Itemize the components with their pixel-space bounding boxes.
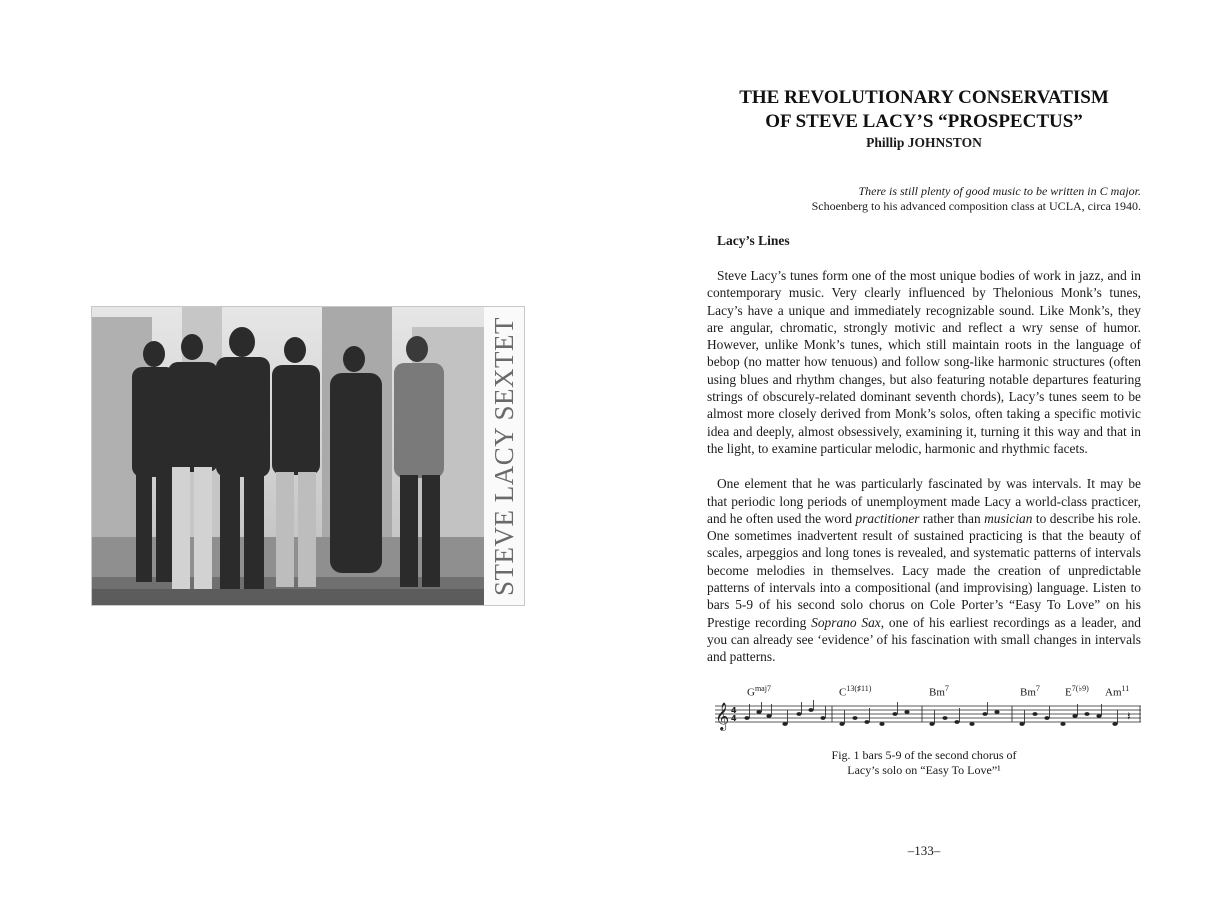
epigraph-attribution: Schoenberg to his advanced composition class at UCLA, circa 1940. [811,199,1141,213]
paragraph-2-text: One element that he was particularly fascinated by was intervals. It may be that periodic long periods of unemployment made Lacy a world-class practicer, and he often used the word [707,476,1141,526]
page-number: –133– [907,843,941,858]
italic-term: practitioner [855,510,920,526]
note-heads [744,708,1117,726]
chord-symbol: $C^{13(♯11)}$ [839,683,872,699]
chord-symbol: Bm$^7$ [1020,683,1040,699]
right-page [707,86,1141,778]
epigraph-quote: There is still plenty of good music to be written in C major. [858,184,1141,198]
photo-illustration [92,307,484,605]
treble-clef-icon: 𝄞 [715,701,730,730]
music-staff [707,698,1141,734]
article-title [707,86,1141,134]
svg-text:4: 4 [731,705,737,715]
svg-text:4: 4 [731,713,737,723]
chord-symbol: Bm$^7$ [929,683,949,699]
italic-term: musician [984,510,1033,526]
vertical-caption: STEVE LACY SEXTET [488,316,519,596]
section-heading: Lacy’s Lines [717,233,790,248]
vertical-caption-strip [484,307,524,605]
author-name: Phillip JOHNSTON [866,135,982,150]
paragraph-1: Steve Lacy’s tunes form one of the most unique bodies of work in jazz, and in contemporary music. Very clearly influenced by Thelonious Monk’s tunes, Lacy’s have a unique and immediately recognizable sound. Like Monk’s, they are angular, chromatic, strongly motivic and reflect a wry sense of humor. However, unlike Monk’s tunes, which still maintain roots in the language of bebop (no matter how tenuous) and follow song-like harmonic structures (often using blues and rhythm changes, but also featuring notable departures featuring strings of obscurely-related dominant seventh chords), Lacy’s tunes seem to be almost more closely derived from Monk’s solos, often taking a specific motivic idea and deeply, almost obsessively, examining it, turning it this way and that in the light, to examine particular melodic, harmonic and rhythmic facets. [707,268,1141,456]
chord-symbol: Am$^{11}$ [1105,683,1130,699]
music-score-figure [707,684,1141,734]
chord-symbol: $G^{maj7}$ [747,683,771,699]
photo-figure [91,306,525,606]
album-title: Soprano Sax [811,614,881,630]
title-line-2: OF STEVE LACY’S “PROSPECTUS” [765,111,1083,132]
group-photo [92,307,484,605]
paragraph-2-text: rather than [919,510,985,526]
figure-caption [707,748,1141,778]
quarter-rest-icon: 𝄽 [1127,708,1131,723]
paragraph-2 [707,475,1141,665]
figure-caption-line-2: Lacy’s solo on “Easy To Love”¹ [847,762,1001,777]
title-line-1: THE REVOLUTIONARY CONSERVATISM [739,87,1109,108]
figure-caption-line-1: Fig. 1 bars 5-9 of the second chorus of [831,747,1017,762]
paragraph-2-text: to describe his role. One sometimes inadvertent result of sustained practicing is that the beauty of scales, arpeggios and long tones is revealed, and systematic patterns of intervals become melodies in themselves. Lacy made the creation of unpredictable patterns of intervals into a compositional (and improvising) language. Listen to bars 5-9 of his second solo chorus on Cole Porter’s “Easy To Love” on his Prestige recording [707,510,1141,630]
paragraph-2-text: , one of his earliest recordings as a leader, and you can already see ‘evidence’ of his fascination with small changes in intervals and patterns. [707,614,1141,665]
chord-symbol: $E^{7(♭9)}$ [1065,683,1089,699]
note-stems [750,700,1118,724]
epigraph [707,184,1141,214]
